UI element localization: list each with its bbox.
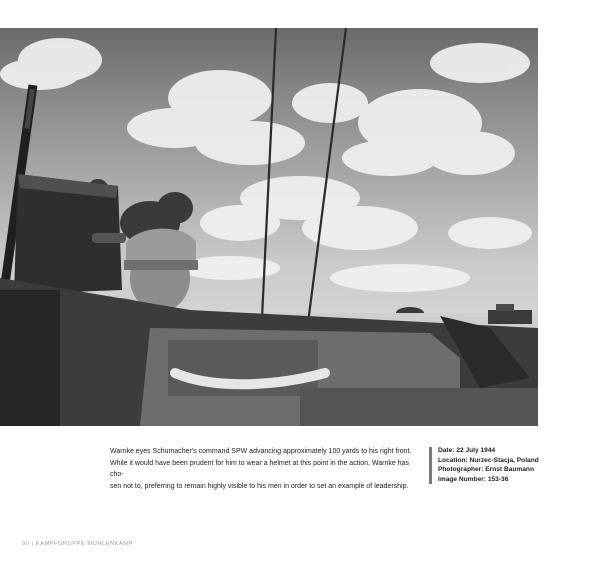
distant-vehicle (488, 304, 532, 324)
caption-line: While it would have been prudent for him to wear a helmet at this point in the action, Warnke has cho- (110, 459, 409, 478)
vehicle-hull (0, 278, 538, 426)
caption-line: sen not to, preferring to remain highly visible to his men in order to set an example of leadership. (110, 482, 409, 490)
historical-photograph (0, 28, 538, 426)
caption-line: Warnke eyes Schumacher's command SPW advancing approximately 100 yards to his right front. (110, 448, 412, 455)
photo-metadata (438, 446, 558, 484)
meta-photographer: Photographer: Ernst Baumann (438, 466, 534, 474)
meta-date: Date: 22 July 1944 (438, 447, 496, 454)
page-footer: 90 | KAMPFGRUPPE MÜHLENKAMP (22, 541, 133, 547)
photo-caption (110, 446, 420, 492)
meta-location: Location: Nurzec-Stacja, Poland (438, 456, 539, 464)
meta-divider (429, 447, 432, 484)
meta-image-number: Image Number: 153-36 (438, 475, 509, 483)
gun-shield (14, 174, 126, 294)
